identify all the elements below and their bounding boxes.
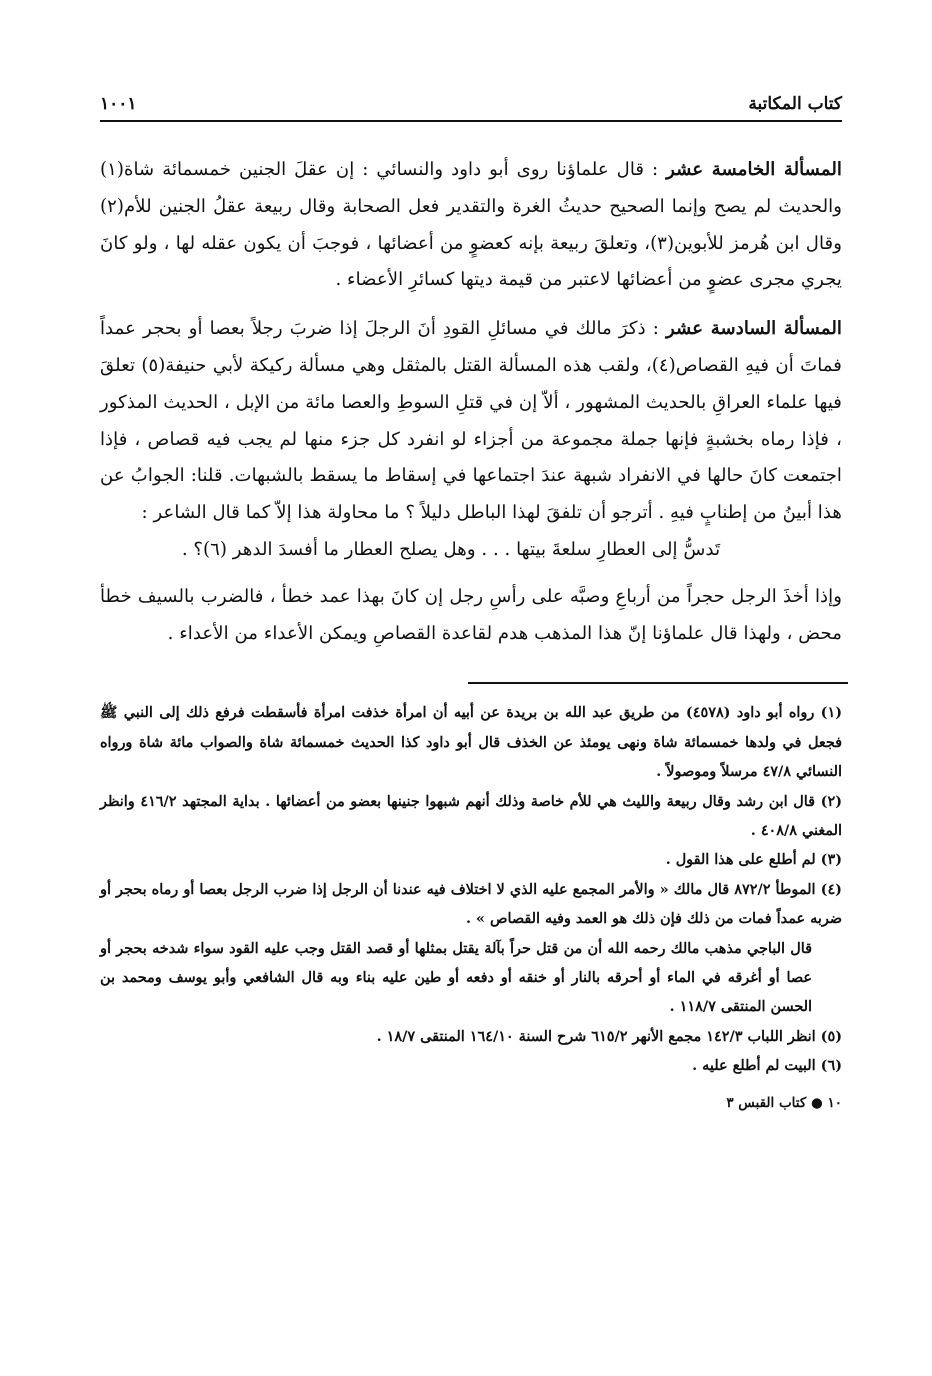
footnote-5: (٥) انظر اللباب ١٤٢/٣ مجمع الأنهر ٦١٥/٢ شرح السنة ١٦٤/١٠ المنتقى ١٨/٧ .: [376, 1027, 842, 1045]
paragraph-2-text: : ذكرَ مالك في مسائلِ القودِ أنَ الرجلَ إذا ضربَ رجلاً بعصا أو بحجر عمداً فماتَ أن فيهِ القصاص(٤)، ولقب هذه المسألة القتل بالمثقل وهي مسألة ركيكة لأبي حنيفة(٥) تعلقَ فيها علماء العراقِ بالحديث المشهور ، ألاّ إن في قتلِ السوطِ والعصا مائة من الإبل ، الحديث المذكور ، فإذا رماه بخشبةٍ فإنها جملة مجموعة من أجزاء لو انفرد كل جزء منها لم يجب فيه قصاص ، فإذا اجتمعت كانَ حالها في الانفراد شبهة عندَ اجتماعها في إسقاط ما يسقط بالشبهات. قلنا: الجوابُ عن هذا أبينُ من إطنابٍ فيهِ . أترجو أن تلفقَ لهذا الباطل دليلاً ؟ ما محاولة هذا إلاّ كما قال الشاعر :: [100, 318, 842, 524]
page-number: ١٠٠١: [100, 94, 137, 114]
print-signature: ١٠ ● كتاب القبس ٣: [726, 1094, 842, 1111]
footnote-6: (٦) البيت لم أطلع عليه .: [692, 1057, 842, 1075]
issue-heading-16: المسألة السادسة عشر: [665, 318, 842, 340]
footnote-1: (١) رواه أبو داود (٤٥٧٨) من طريق عبد الله بن بريدة عن أبيه أن امرأة خذفت امرأة فأسقطت فرفع ذلك إلى النبي ﷺ فجعل في ولدها خمسمائة شاة ونهى يومئذ عن الخذف قال أبو داود كذا الحديث خمسمائة شاة والصواب مائة شاة ورواه النسائي ٤٧/٨ مرسلاً وموصولاً .: [100, 704, 843, 781]
footnotes: [100, 698, 842, 1080]
footnote-4-continued: قال الباجي مذهب مالك رحمه الله أن من قتل حراً بآلة يقتل بمثلها أو قصد القتل وجب عليه القود سواء شدخه بحجر أو عصا أو أغرقه في الماء أو أحرقه بالنار أو خنقه أو دفعه أو طين عليه بناء وبه قال الشافعي وأبو يوسف ومحمد بن الحسن المنتقى ١١٨/٧ .: [100, 939, 812, 1016]
poetry-verse: تَدسُّ إلى العطارِ سلعةَ بيتها . . . وهل يصلح العطار ما أفسدَ الدهر (٦)؟ .: [181, 538, 721, 560]
footnote-3: (٣) لم أطلع على هذا القول .: [665, 851, 842, 869]
footnote-4: (٤) الموطأ ٨٧٢/٢ قال مالك « والأمر المجمع عليه الذي لا اختلاف فيه عندنا أن الرجل إذا ضرب الرجل بعصا أو رماه بحجر أو ضربه عمداً فمات من ذلك فإن ذلك هو العمد وفيه القصاص » .: [100, 880, 842, 928]
issue-heading-15: المسألة الخامسة عشر: [666, 159, 842, 180]
paragraph-3: وإذا أخذَ الرجل حجراً من أرباعِ وصبَّه على رأسِ رجل إن كانَ بهذا عمد خطأ ، فالضرب بالسيف خطأ محض ، ولهذا قال علماؤنا إنّ هذا المذهب هدم لقاعدة القصاصِ ويمكن الأعداء من الأعداء .: [100, 585, 842, 644]
paragraph-2: [100, 311, 842, 532]
running-header: [100, 92, 842, 122]
paragraph-1: [100, 152, 842, 299]
footnote-2: (٢) قال ابن رشد وقال ربيعة والليث هي للأم خاصة وذلك أنهم شبهوا جنينها بعضو من أعضائها . بداية المجتهد ٤١٦/٢ وانظر المغني ٤٠٨/٨ .: [100, 792, 842, 839]
main-text: [100, 152, 842, 652]
paragraph-1-text: : قال علماؤنا روى أبو داود والنسائي : إن عقلَ الجنين خمسمائة شاة(١) والحديث لم يصح وإنما الصحيح حديثُ الغرة والتقدير فعل الصحابة وقال ربيعة عقلُ الجنين للأم(٢) وقال ابن هُرمز للأبوين(٣)، وتعلقَ ربيعة بإنه كعضوٍ من أعضائها ، فوجبَ أن يكون عقله لها ، ولو كانَ يجري مجرى عضوٍ من أعضائها لاعتبر من قيمة ديتها كسائرِ الأعضاء .: [100, 159, 842, 291]
book-page: [100, 92, 842, 1111]
chapter-title: كتاب المكاتبة: [748, 94, 842, 114]
footnote-separator: [468, 682, 848, 684]
